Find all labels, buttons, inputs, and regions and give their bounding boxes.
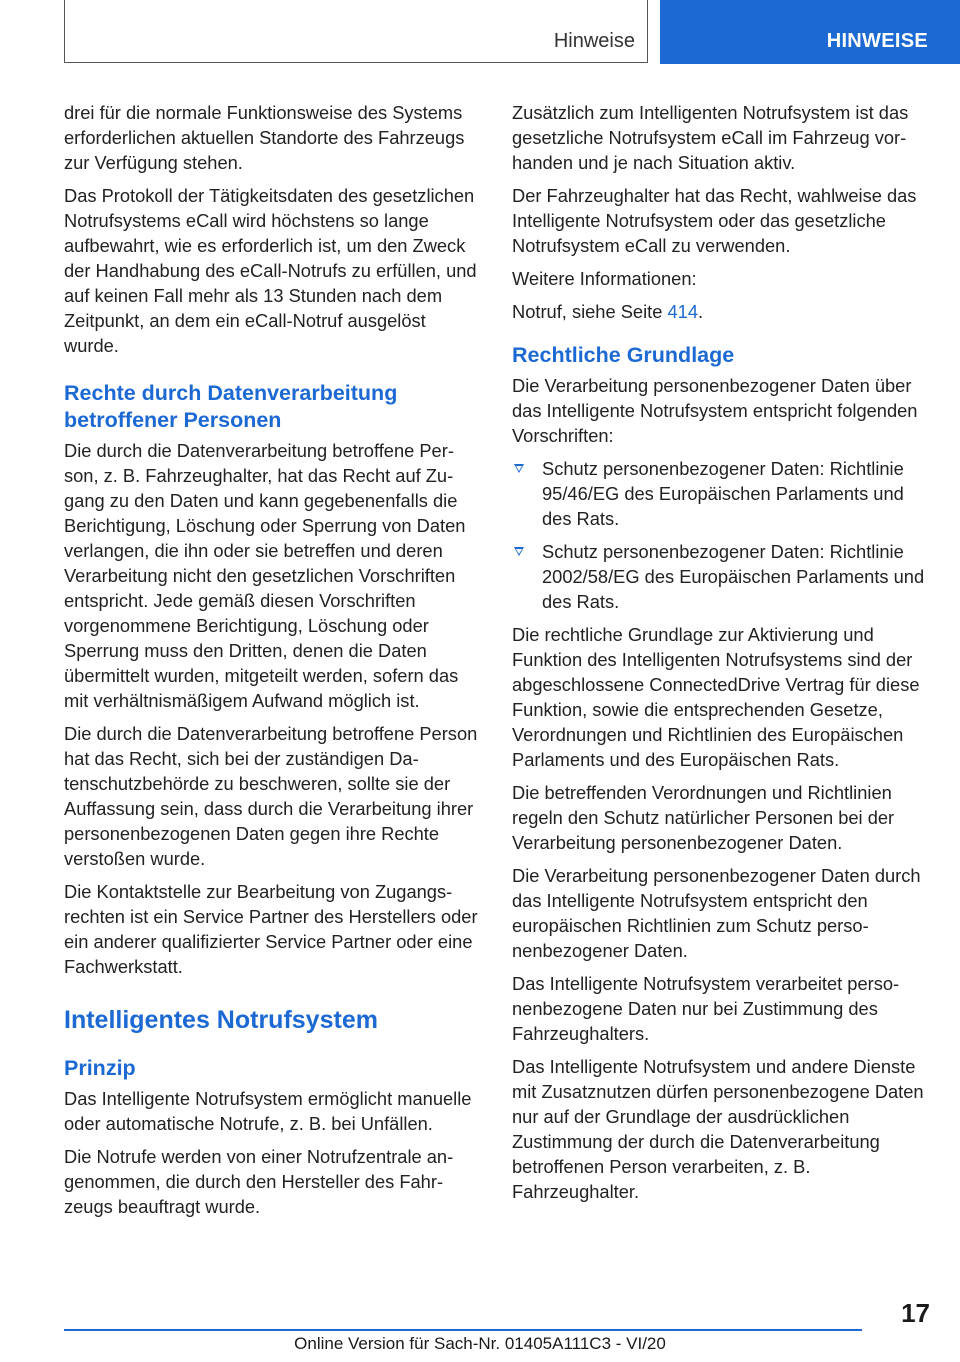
paragraph: Die durch die Datenverarbeitung betroffene Person, z. B. Fahrzeughalter, hat das Recht auf Zugang zu den Daten und kann gegebenenfalls die Berichtigung, Löschung oder Sperrung von Daten verlangen, die ihn oder sie betreffen und deren Verarbeitung nicht den gesetzlichen Vorschriften entspricht. Jede gemäß diesen Vorschriften vorgenommene Berichtigung, Löschung oder Sperrung muss den Dritten, denen die Daten übermittelt wurden, mitgeteilt werden, sofern das mit verhältnismäßigem Aufwand möglich ist. — [64, 440, 466, 711]
section-heading-legal: Rechtliche Grundlage — [512, 343, 735, 367]
page-number: 17 — [901, 1298, 930, 1328]
chapter-tab-label: HINWEISE — [826, 30, 928, 52]
list-item — [512, 456, 926, 531]
list-item-text: Schutz personenbezogener Daten: Richtlinie 2002/58/EG des Europäischen Parlaments und des Rats. — [542, 541, 925, 612]
paragraph: Das Protokoll der Tätigkeitsdaten des gesetzlichen Notrufsystems eCall wird höchstens so lange aufbewahrt, wie es erforderlich ist, um den Zweck der Handhabung des eCall-Notrufs zu erfüllen, und auf keinen Fall mehr als 13 Stunden nach dem Zeitpunkt, an dem ein eCall-Notruf ausgelöst wurde. — [64, 185, 477, 356]
paragraph: Weitere Informationen: — [512, 268, 697, 289]
list-item-text: Schutz personenbezogener Daten: Richtlinie 95/46/EG des Europäischen Parlaments und des Rats. — [542, 458, 904, 529]
right-column — [512, 100, 926, 1212]
page-header — [0, 0, 960, 66]
subsection-heading-principle: Prinzip — [64, 1056, 136, 1080]
footer-divider — [64, 1329, 862, 1331]
chapter-tab[interactable] — [660, 0, 960, 64]
paragraph: Das Intelligente Notrufsystem verarbeitet personenbezogene Daten nur bei Zustimmung des Fahrzeughalters. — [512, 973, 900, 1044]
paragraph: Die Notrufe werden von einer Notrufzentrale angenommen, die durch den Hersteller des Fahrzeugs beauftragt wurde. — [64, 1146, 454, 1217]
triangle-bullet-icon — [514, 547, 524, 556]
paragraph: Die Verarbeitung personenbezogener Daten über das Intelligente Notrufsystem entspricht folgenden Vorschriften: — [512, 375, 918, 446]
paragraph: Die durch die Datenverarbeitung betroffene Person hat das Recht, sich bei der zuständigen Datenschutzbehörde zu beschweren, sollte sie der Auffassung sein, dass durch die Verarbeitung ihrer personenbezogenen Daten gegen ihre Rechte verstoßen wurde. — [64, 723, 478, 869]
paragraph: Zusätzlich zum Intelligenten Notrufsystem ist das gesetzliche Notrufsystem eCall im Fahrzeug vorhanden und je nach Situation aktiv. — [512, 102, 909, 173]
section-heading-system: Intelligentes Notrufsystem — [64, 1006, 378, 1034]
paragraph: Das Intelligente Notrufsystem und andere Dienste mit Zusatznutzen dürfen personenbezogene Daten nur auf der Grundlage der ausdrücklichen Zustimmung der durch die Datenverarbeitung betroffenen Person verarbeiten, z. B. Fahrzeughalter. — [512, 1056, 924, 1202]
left-column — [64, 100, 478, 1227]
paragraph: drei für die normale Funktionsweise des Systems erforderlichen aktuellen Standorte des Fahrzeugs zur Verfügung stehen. — [64, 102, 465, 173]
triangle-bullet-icon — [514, 464, 524, 473]
paragraph: Die rechtliche Grundlage zur Aktivierung und Funktion des Intelligenten Notrufsystems sind der abgeschlossene ConnectedDrive Vertrag für diese Funktion, sowie die entsprechenden Gesetze, Verordnungen und Richtlinien des Europäischen Parlaments und des Europäischen Rats. — [512, 624, 920, 770]
section-tab-outline — [64, 0, 648, 63]
paragraph: Der Fahrzeughalter hat das Recht, wahlweise das Intelligente Notrufsystem oder das gesetzliche Notrufsystem eCall zu verwenden. — [512, 185, 917, 256]
cross-reference-text: Notruf, siehe Seite — [512, 301, 668, 322]
list-item — [512, 539, 926, 614]
regulation-list — [512, 456, 926, 614]
paragraph: Die Verarbeitung personenbezogener Daten durch das Intelligente Notrufsystem entspricht den europäischen Richtlinien zum Schutz personenbezogener Daten. — [512, 865, 921, 961]
page-link-414[interactable]: 414 — [667, 301, 698, 322]
paragraph: Die betreffenden Verordnungen und Richtlinien regeln den Schutz natürlicher Personen bei der Verarbeitung personenbezogener Daten. — [512, 782, 895, 853]
paragraph: Die Kontaktstelle zur Bearbeitung von Zugangsrechten ist ein Service Partner des Herstellers oder ein anderer qualifizierter Service Partner oder eine Fachwerkstatt. — [64, 881, 478, 977]
footer-version-text: Online Version für Sach-Nr. 01405A111C3 - VI/20 — [294, 1334, 666, 1353]
paragraph: Das Intelligente Notrufsystem ermöglicht manuelle oder automatische Notrufe, z. B. bei Unfällen. — [64, 1088, 472, 1134]
cross-reference — [512, 299, 926, 324]
cross-reference-end: . — [698, 301, 704, 322]
section-tab-label: Hinweise — [553, 30, 635, 52]
section-heading-rights: Rechte durch Datenverarbeitung betroffener Personen — [64, 381, 398, 432]
